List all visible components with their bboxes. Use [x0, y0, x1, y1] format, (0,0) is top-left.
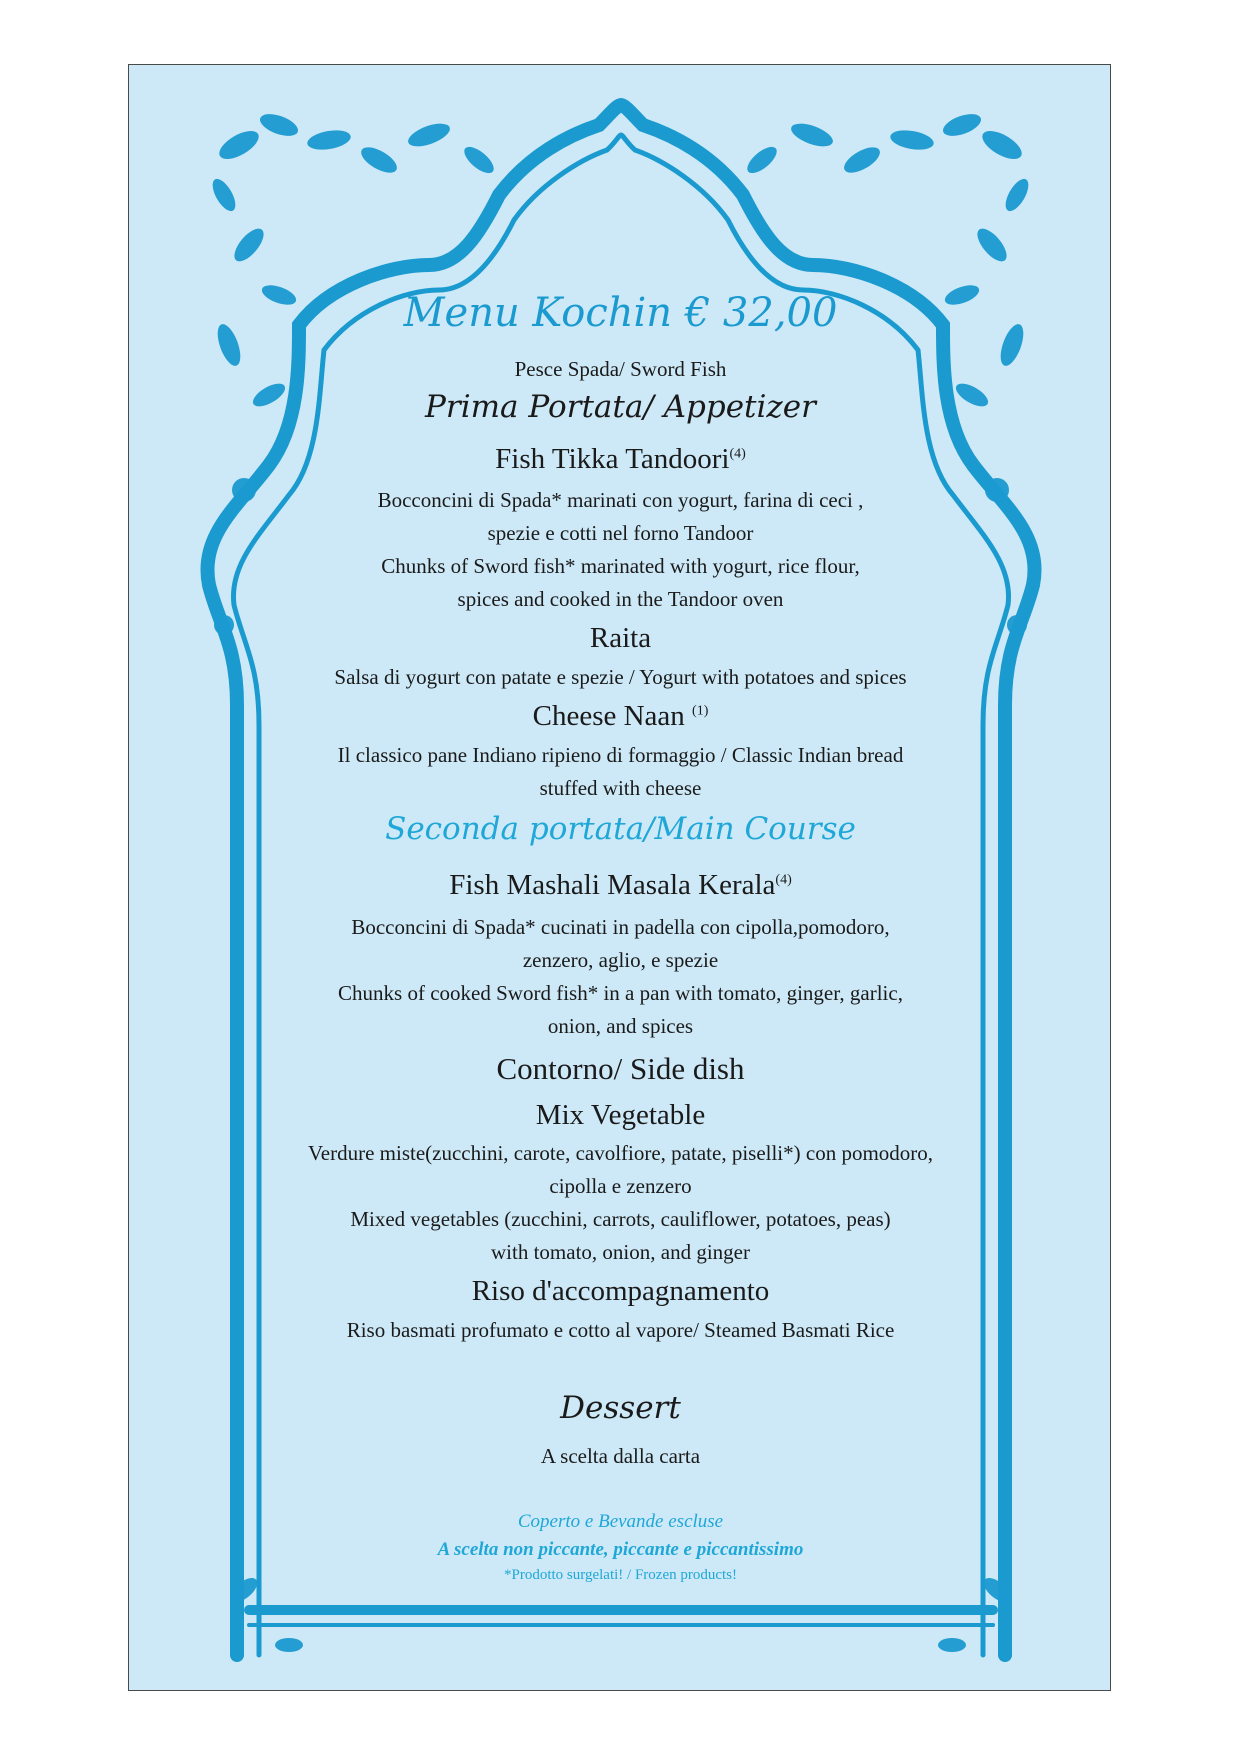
dish-description: Chunks of cooked Sword fish* in a pan with tomato, ginger, garlic,: [338, 981, 903, 1005]
dish-description: Salsa di yogurt con patate e spezie / Yogurt with potatoes and spices: [334, 665, 907, 689]
dish-name: Mix Vegetable: [535, 1099, 706, 1131]
dish-name: Fish Mashali Masala Kerala$^{(4)}$: [449, 869, 792, 901]
frozen-note: *Prodotto surgelati! / Frozen products!: [503, 1567, 738, 1583]
allergen-mark: (1): [692, 703, 709, 719]
dish-description: Bocconcini di Spada* cucinati in padella con cipolla,pomodoro,: [351, 915, 890, 939]
appetizer-heading: Prima Portata/ Appetizer: [425, 389, 816, 425]
dish-description: onion, and spices: [547, 1014, 694, 1038]
dish-name: Cheese Naan $^{(1)}$: [532, 700, 709, 732]
dish-name: Fish Tikka Tandoori$^{(4)}$: [495, 443, 746, 475]
dish-description: zenzero, aglio, e spezie: [522, 948, 719, 972]
dish-description: Verdure miste(zucchini, carote, cavolfiore, patate, piselli*) con pomodoro,: [307, 1141, 934, 1165]
dish-description: spices and cooked in the Tandoor oven: [457, 587, 784, 611]
allergen-mark: (4): [775, 872, 792, 888]
allergen-mark: (4): [729, 446, 746, 462]
spice-note: A scelta non piccante, piccante e piccantissimo: [437, 1539, 804, 1560]
dish-name: Riso d'accompagnamento: [471, 1275, 770, 1307]
menu-title: Menu Kochin € 32,00: [403, 290, 838, 336]
dish-name: Raita: [589, 622, 652, 654]
dish-description: Il classico pane Indiano ripieno di formaggio / Classic Indian bread: [337, 743, 904, 767]
cover-note: Coperto e Bevande escluse: [517, 1511, 724, 1532]
dish-description: stuffed with cheese: [539, 776, 702, 800]
dish-description: Mixed vegetables (zucchini, carrots, cauliflower, potatoes, peas): [350, 1207, 891, 1231]
dish-description: Chunks of Sword fish* marinated with yogurt, rice flour,: [381, 554, 860, 578]
dessert-heading: Dessert: [560, 1390, 681, 1426]
dish-description: Bocconcini di Spada* marinati con yogurt, farina di ceci ,: [377, 488, 864, 512]
main-course-heading: Seconda portata/Main Course: [385, 811, 856, 847]
dish-description: with tomato, onion, and ginger: [491, 1240, 750, 1264]
dish-description: cipolla e zenzero: [549, 1174, 692, 1198]
menu-subtitle: Pesce Spada/ Sword Fish: [514, 357, 727, 381]
dessert-description: A scelta dalla carta: [540, 1444, 701, 1468]
dish-description: spezie e cotti nel forno Tandoor: [487, 521, 754, 545]
dish-description: Riso basmati profumato e cotto al vapore/ Steamed Basmati Rice: [346, 1318, 895, 1342]
menu-card: [128, 64, 1111, 1691]
side-dish-heading: Contorno/ Side dish: [496, 1051, 745, 1086]
